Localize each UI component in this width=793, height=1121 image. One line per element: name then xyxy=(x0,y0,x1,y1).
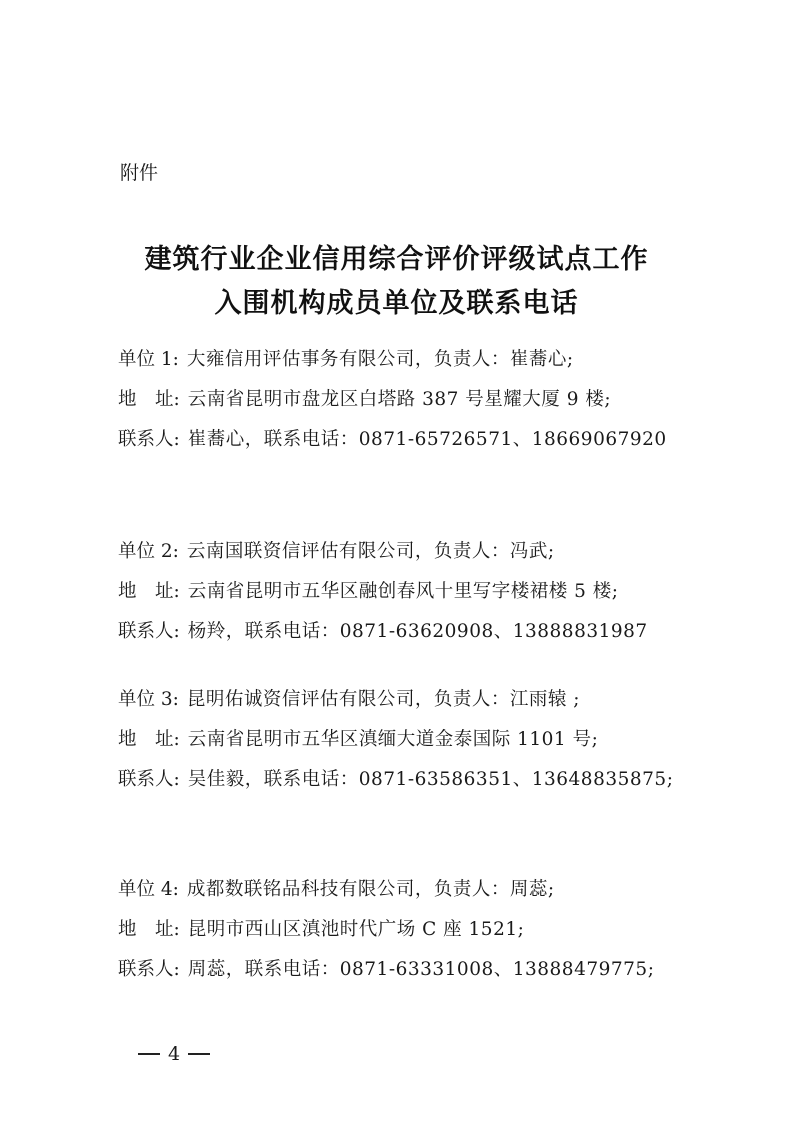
unit-label: 单位 3: xyxy=(118,689,179,710)
contact-value: 杨羚，联系电话：0871-63620908、13888831987 xyxy=(187,621,648,642)
address-line xyxy=(118,728,738,752)
address-value: 昆明市西山区滇池时代广场 C 座 1521; xyxy=(187,919,525,940)
address-line xyxy=(118,580,738,604)
contact-label: 联系人: xyxy=(118,769,180,790)
unit-label: 单位 2: xyxy=(118,541,179,562)
unit-entry-1 xyxy=(118,348,738,468)
unit-value: 昆明佑诚资信评估有限公司，负责人：江雨辕 ; xyxy=(186,689,581,710)
unit-line xyxy=(118,878,738,902)
page-number-dash-right xyxy=(188,1053,210,1055)
page-footer xyxy=(130,1042,218,1066)
address-value: 云南省昆明市盘龙区白塔路 387 号星耀大厦 9 楼; xyxy=(187,389,612,410)
unit-entry-2 xyxy=(118,540,738,660)
unit-entry-3 xyxy=(118,688,738,808)
unit-value: 成都数联铭品科技有限公司，负责人：周蕊; xyxy=(186,879,555,900)
address-value: 云南省昆明市五华区滇缅大道金泰国际 1101 号; xyxy=(187,729,599,750)
contact-label: 联系人: xyxy=(118,429,180,450)
unit-line xyxy=(118,348,738,372)
unit-entry-4 xyxy=(118,878,738,998)
unit-value: 云南国联资信评估有限公司，负责人：冯武; xyxy=(186,541,555,562)
unit-line xyxy=(118,688,738,712)
page-number: 4 xyxy=(168,1043,181,1065)
contact-line xyxy=(118,620,738,644)
contact-line xyxy=(118,768,738,792)
contact-label: 联系人: xyxy=(118,621,180,642)
contact-value: 周蕊，联系电话：0871-63331008、13888479775; xyxy=(187,959,655,980)
document-title-line-2: 入围机构成员单位及联系电话 xyxy=(214,288,579,319)
address-value: 云南省昆明市五华区融创春风十里写字楼裙楼 5 楼; xyxy=(187,581,619,602)
unit-label: 单位 1: xyxy=(118,349,179,370)
attachment-label: 附件 xyxy=(120,162,159,184)
address-line xyxy=(118,918,738,942)
contact-label: 联系人: xyxy=(118,959,180,980)
unit-line xyxy=(118,540,738,564)
contact-line xyxy=(118,958,738,982)
document-title-line-1: 建筑行业企业信用综合评价评级试点工作 xyxy=(144,244,649,275)
unit-value: 大雍信用评估事务有限公司，负责人：崔蕎心; xyxy=(186,349,574,370)
page-number-dash-left xyxy=(138,1053,160,1055)
address-label: 地 址: xyxy=(118,729,180,750)
address-line xyxy=(118,388,738,412)
unit-label: 单位 4: xyxy=(118,879,179,900)
contact-line xyxy=(118,428,738,452)
address-label: 地 址: xyxy=(118,919,180,940)
address-label: 地 址: xyxy=(118,389,180,410)
contact-value: 崔蕎心，联系电话：0871-65726571、18669067920 xyxy=(187,429,667,450)
address-label: 地 址: xyxy=(118,581,180,602)
contact-value: 吴佳毅，联系电话：0871-63586351、13648835875; xyxy=(187,769,674,790)
